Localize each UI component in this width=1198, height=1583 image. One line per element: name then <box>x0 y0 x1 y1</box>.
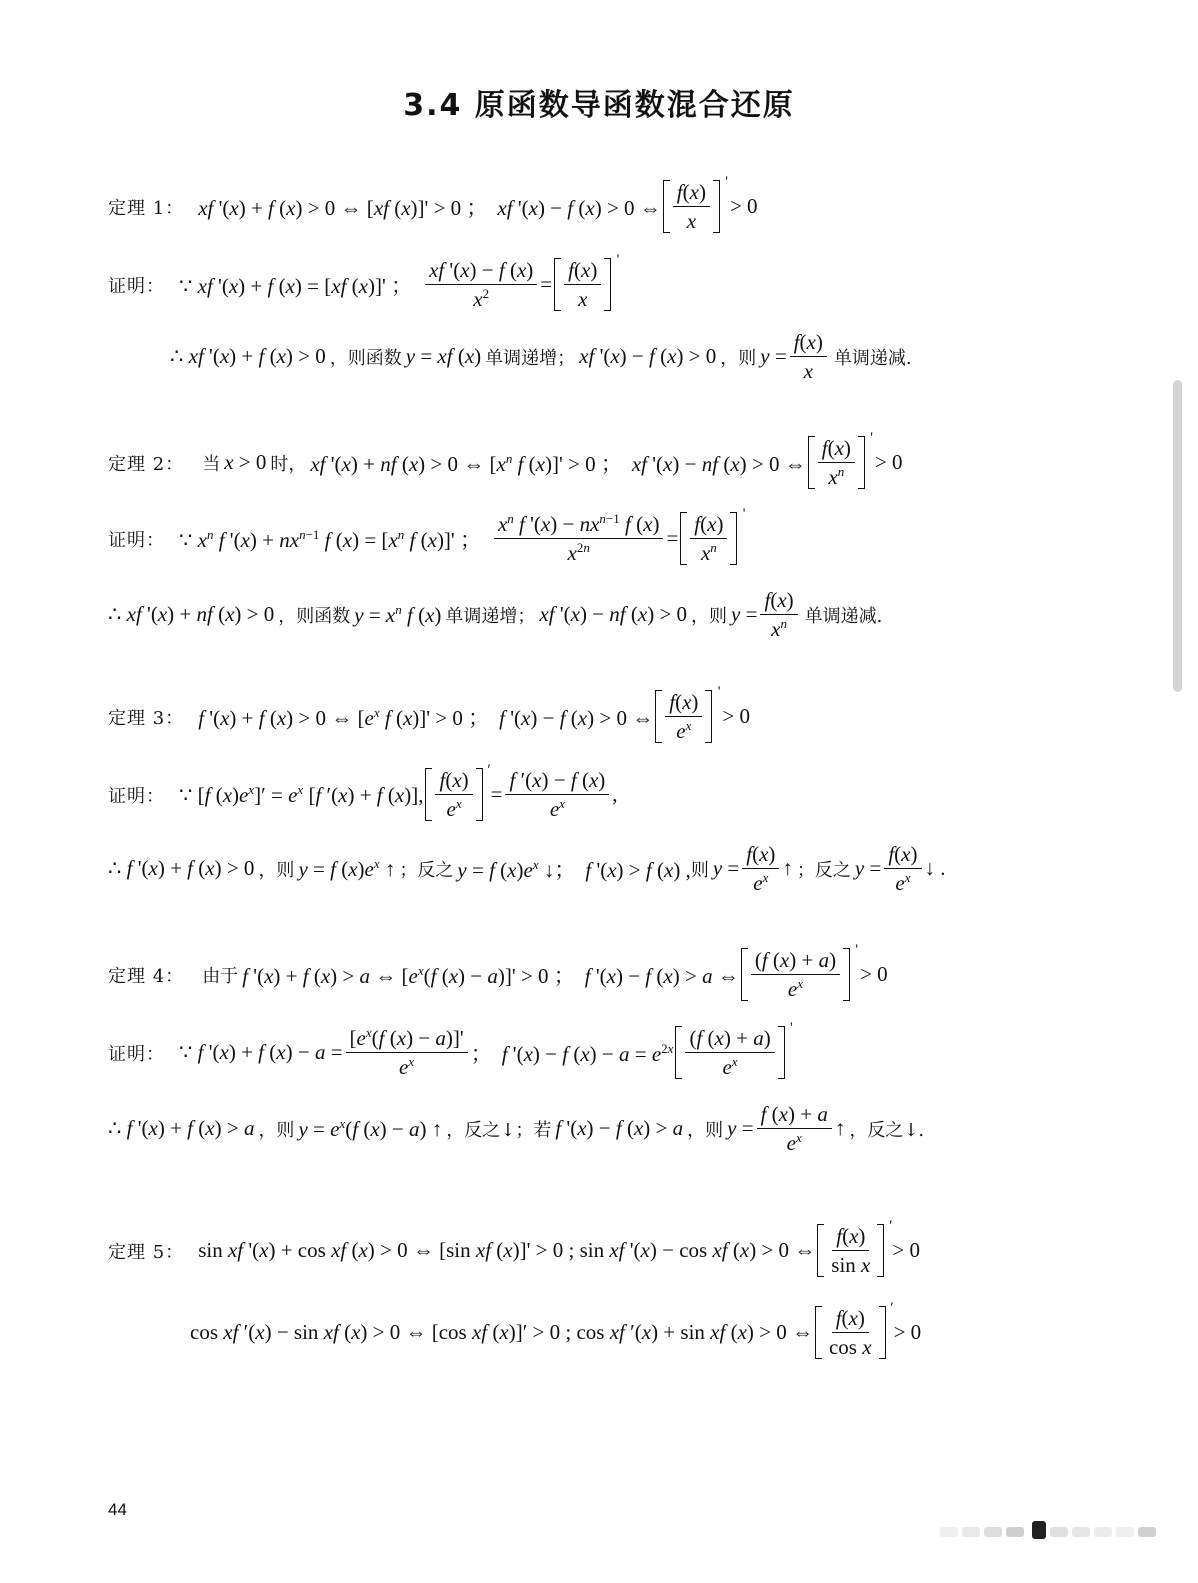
conclusion-2: ∴ xf '(x) + nf (x) > 0 ，则函数 $y = x^n$ f (x) 单调递增； xf '(x) − nf (x) > 0 ，则 y = $\frac{f(x)}{x^n}$ 单调递减. <box>108 588 883 642</box>
vertical-scrollbar[interactable] <box>1173 380 1182 692</box>
theorem-2-label: 定理 2： <box>108 453 185 475</box>
page-number: 44 <box>108 1500 127 1519</box>
proof-3-label: 证明： <box>108 785 165 807</box>
theorem-5-label: 定理 5： <box>108 1241 185 1263</box>
bracket: $\frac{f(x)}{x}$ ' <box>663 180 720 233</box>
proof-4: 证明： ∵ f '(x) + f (x) − a = $\frac{[e^x(f (x) - a)]'}{e^x}$ ； f '(x) − f $(x) - a = e^{2x}$ $\frac{(f (x) + a)}{e^x}$ ' <box>108 1020 793 1080</box>
page-title: 3.4 原函数导函数混合还原 <box>403 88 795 123</box>
theorem-3: 定理 3： f '(x) + f (x) > 0 ⇔ [$e^x$ f (x)]' > 0 ； f '(x) − f (x) > 0 ⇔ $\frac{f(x)}{e^x}$ ' > 0 <box>108 684 750 744</box>
conclusion-1: ∴ xf '(x) + f (x) > 0 ，则函数 y = xf (x) 单调递增； xf '(x) − f (x) > 0 ，则 y = $\frac{f(x)}{x}$ 单调递减. <box>170 330 912 384</box>
theorem-5-second: cos xf ′(x) − sin xf (x) > 0 ⇔ [cos xf (x)]′ > 0 ; cos xf ′(x) + sin xf (x) > 0 ⇔ $\frac{f(x)}{\text{cos x}}$ ′ > 0 <box>190 1300 922 1360</box>
proof-4-label: 证明： <box>108 1043 165 1065</box>
proof-2-label: 证明： <box>108 529 165 551</box>
theorem-2: 定理 2： 当 x > 0 时， xf '(x) + nf (x) > 0 ⇔ [$x^n$ f (x)]' > 0 ； xf '(x) − nf (x) > 0 ⇔ $\frac{f(x)}{x^n}$ ' > 0 <box>108 430 903 490</box>
proof-1-label: 证明： <box>108 275 165 297</box>
proof-1: 证明： ∵ xf '(x) + f (x) = [xf (x)]' ； $\frac{xf '(x) - f (x)}{x^2}$ = $\frac{f(x)}{x}$ ' <box>108 252 620 312</box>
theorem-5: 定理 5： sin xf '(x) + cos xf (x) > 0 ⇔ [sin xf (x)]' > 0 ; sin xf '(x) − cos xf (x) > 0 ⇔ $\frac{f(x)}{\text{sin x}}$ ′ > 0 <box>108 1218 920 1278</box>
theorem-1: 定理 1： xf '(x) + f (x) > 0 ⇔ [xf (x)]' > 0 ； xf '(x) − f (x) > 0 ⇔ $\frac{f(x)}{x}$ ' > 0 <box>108 174 758 234</box>
formula: ∵ xf '(x) + f (x) = [xf (x)]' ； <box>179 273 413 298</box>
conclusion-3: ∴ f '(x) + f (x) > 0 ，则 y = f $(x)e^x$ ↑ ；反之 y = f $(x)e^x$ ↓； f '(x) > f (x) , 则 y = $\frac{f(x)}{e^x}$ ↑ ；反之 y = $\frac{f(x)}{e^x}$ ↓ . <box>108 842 946 896</box>
formula: xf '(x) + f (x) > 0 ⇔ [xf (x)]' > 0 ； xf '(x) − f (x) > 0 ⇔ <box>198 195 661 220</box>
theorem-3-label: 定理 3： <box>108 707 185 729</box>
page-indicator[interactable] <box>940 1527 1160 1537</box>
theorem-4-label: 定理 4： <box>108 965 185 987</box>
theorem-4: 定理 4： 由于 f '(x) + f (x) > a ⇔ [$e^x(f$ (x) − a)]' > 0 ； f '(x) − f (x) > a ⇔ $\frac{(f (x) + a)}{e^x}$ ' > 0 <box>108 942 888 1002</box>
proof-2: 证明： ∵ $x^n$ f '$(x) + nx^{n-1}$ f $(x) = [x^n$ f (x)]' ； $\frac{x^n f '(x) - nx^{n-1} f (x)}{x^{2n}}$ = $\frac{f(x)}{x^n}$ ' <box>108 506 746 566</box>
conclusion-4: ∴ f '(x) + f (x) > a ，则 $y = e^x(f$ (x) − a) ↑ ，反之↓；若 f '(x) − f (x) > a ，则 y = $\frac{f (x) + a}{e^x}$ ↑ ，反之↓. <box>108 1102 925 1156</box>
proof-3: 证明： ∵ [f $(x)e^x]' = e^x$ [f ′(x) + f (x)], $\frac{f(x)}{e^x}$ ′ = $\frac{f '(x) - f (x)}{e^x}$ , <box>108 762 618 822</box>
theorem-1-label: 定理 1： <box>108 197 185 219</box>
